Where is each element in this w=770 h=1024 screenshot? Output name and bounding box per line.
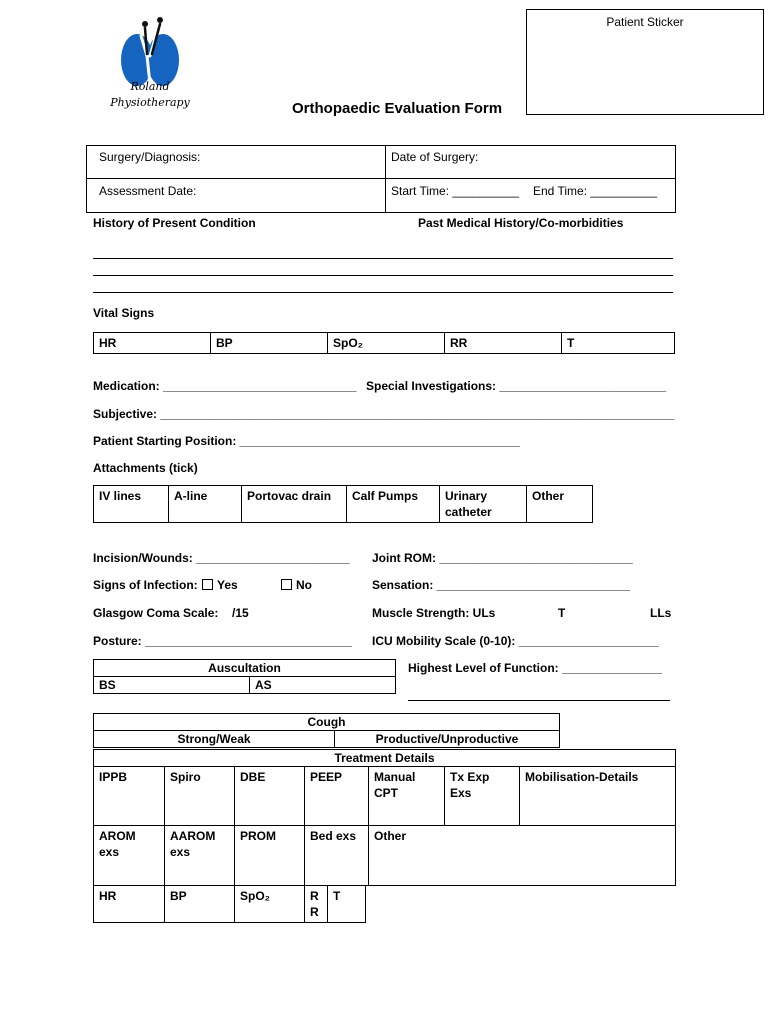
vital-signs-table [93,332,675,354]
vs-spo2[interactable]: SpO₂ [328,333,445,354]
muscle-strength-t: T [558,606,566,620]
post-bp[interactable]: BP [165,886,235,923]
vs-hr[interactable]: HR [94,333,211,354]
tx-mobilisation-details[interactable]: Mobilisation-Details [520,767,676,826]
auscultation-as[interactable]: AS [250,677,396,694]
logo-line-2: Physiotherapy [110,96,190,109]
signs-of-infection-label: Signs of Infection: [93,578,198,592]
history-line-2[interactable] [93,275,673,276]
joint-rom-field[interactable]: Joint ROM: _____________________________ [372,551,633,565]
logo [100,14,200,114]
glasgow-coma-scale-value[interactable]: /15 [232,606,249,620]
tx-peep[interactable]: PEEP [305,767,369,826]
vs-bp[interactable]: BP [211,333,328,354]
auscultation-title: Auscultation [94,660,396,677]
attach-iv-lines[interactable]: IV lines [94,486,169,523]
infection-no[interactable] [281,578,312,592]
posture-field[interactable]: Posture: _______________________________ [93,634,352,648]
pmh-label: Past Medical History/Co-morbidities [418,216,624,230]
post-rr[interactable]: RR [305,886,328,923]
incision-wounds-field[interactable]: Incision/Wounds: _______________________ [93,551,350,565]
form-title: Orthopaedic Evaluation Form [292,100,503,117]
header-box [86,145,676,213]
start-time-field[interactable]: Start Time: __________ [391,184,520,198]
attach-a-line[interactable]: A-line [169,486,242,523]
attachments-title: Attachments (tick) [93,461,198,475]
treatment-title: Treatment Details [94,750,676,767]
infection-no-label: No [296,578,312,592]
assessment-date-field[interactable]: Assessment Date: [99,184,197,198]
attach-urinary-catheter[interactable]: Urinary catheter [440,486,527,523]
vs-rr[interactable]: RR [445,333,562,354]
tx-prom[interactable]: PROM [235,826,305,886]
end-time-field[interactable]: End Time: __________ [533,184,658,198]
tx-manual-cpt[interactable]: Manual CPT [369,767,445,826]
vital-signs-title: Vital Signs [93,306,155,320]
tx-ippb[interactable]: IPPB [94,767,165,826]
post-spo2[interactable]: SpO₂ [235,886,305,923]
tx-arom-exs[interactable]: AROM exs [94,826,165,886]
attachments-table [93,485,593,523]
post-hr[interactable]: HR [94,886,165,923]
checkbox-icon[interactable] [202,579,213,590]
tx-dbe[interactable]: DBE [235,767,305,826]
infection-yes-label: Yes [217,578,238,592]
highest-function-line-2[interactable] [408,700,670,701]
vs-t[interactable]: T [562,333,675,354]
history-label: History of Present Condition [93,216,256,230]
history-line-1[interactable] [93,258,673,259]
attach-portovac-drain[interactable]: Portovac drain [242,486,347,523]
glasgow-coma-scale-label: Glasgow Coma Scale: [93,606,219,620]
date-of-surgery-field[interactable]: Date of Surgery: [391,150,479,164]
tx-aarom-exs[interactable]: AAROM exs [165,826,235,886]
surgery-diagnosis-field[interactable]: Surgery/Diagnosis: [99,150,201,164]
muscle-strength-lls: LLs [650,606,672,620]
patient-sticker-box[interactable] [526,9,764,115]
attach-other[interactable]: Other [527,486,593,523]
post-treatment-vitals-table [93,885,366,923]
attach-calf-pumps[interactable]: Calf Pumps [347,486,440,523]
cough-table [93,713,560,748]
post-t[interactable]: T [328,886,366,923]
muscle-strength-label: Muscle Strength: ULs [372,606,496,620]
auscultation-table [93,659,396,694]
starting-position-field[interactable]: Patient Starting Position: __________________________________________ [93,434,520,448]
patient-sticker-label: Patient Sticker [606,15,684,29]
icu-mobility-field[interactable]: ICU Mobility Scale (0-10): _____________________ [372,634,659,648]
highest-function-field[interactable]: Highest Level of Function: _______________ [408,661,663,675]
logo-line-1: Roland [130,80,170,93]
infection-yes[interactable] [202,578,238,592]
tx-exp-exs[interactable]: Tx Exp Exs [445,767,520,826]
special-investigations-field[interactable]: Special Investigations: _________________________ [366,379,667,393]
auscultation-bs[interactable]: BS [94,677,250,694]
cough-strong-weak[interactable]: Strong/Weak [94,731,335,748]
sensation-field[interactable]: Sensation: _____________________________ [372,578,631,592]
cough-productive[interactable]: Productive/Unproductive [335,731,560,748]
cough-title: Cough [94,714,560,731]
logo-mark-icon [100,14,200,86]
tx-spiro[interactable]: Spiro [165,767,235,826]
tx-bed-exs[interactable]: Bed exs [305,826,369,886]
subjective-field[interactable]: Subjective: _____________________________________________________________________________ [93,407,675,421]
tx-other[interactable]: Other [369,826,676,886]
history-line-3[interactable] [93,292,673,293]
treatment-table [93,749,676,886]
checkbox-icon[interactable] [281,579,292,590]
medication-field[interactable]: Medication: _____________________________ [93,379,357,393]
